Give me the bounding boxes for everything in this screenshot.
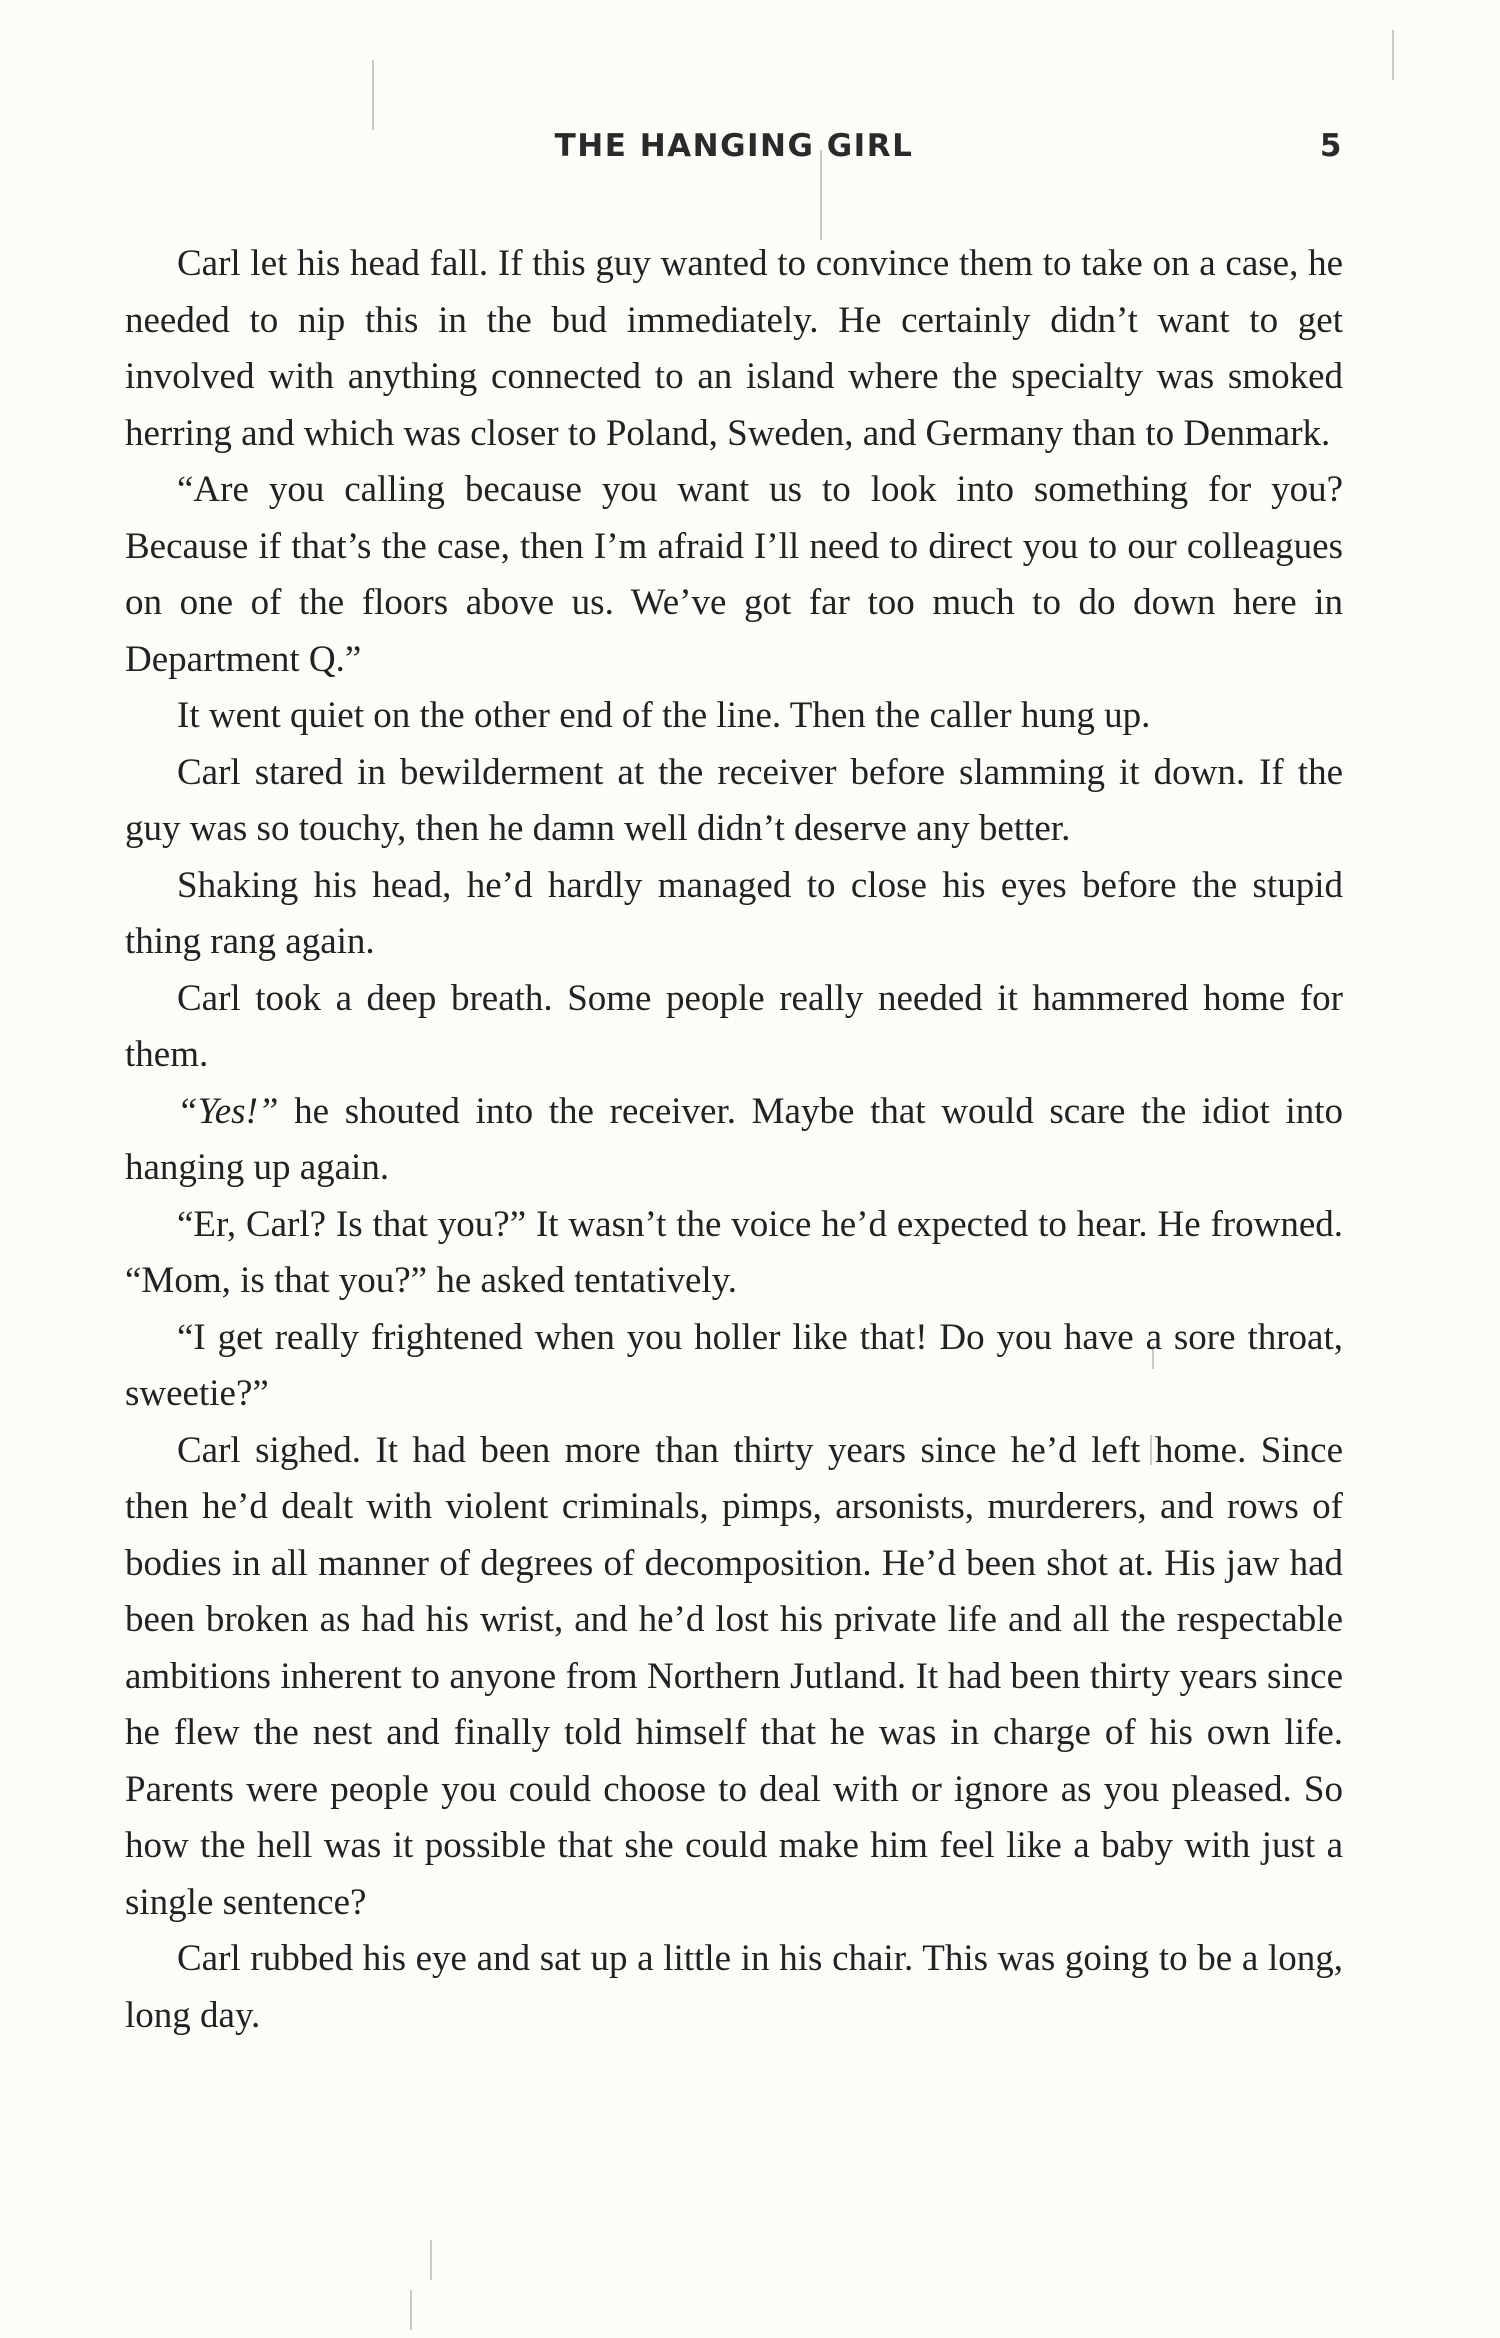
book-title: THE HANGING GIRL <box>554 128 914 164</box>
paragraph: “Er, Carl? Is that you?” It wasn’t the voice he’d expected to hear. He frowned. “Mom, is that you?” he asked tentatively. <box>125 1203 1343 1301</box>
italic-exclamation: “Yes!” <box>177 1090 279 1132</box>
paragraph: Carl sighed. It had been more than thirty years since he’d left home. Since then he’d dealt with violent criminals, pimps, arsonists, murderers, and rows of bodies in all manner of degrees of decomposition. He’d been shot at. His jaw had been broken as had his wrist, and he’d lost his private life and all the respectable ambitions inherent to anyone from Northern Jutland. It had been thirty years since he flew the nest and finally told himself that he was in charge of his own life. Parents were people you could choose to deal with or ignore as you pleased. So how the hell was it possible that she could make him feel like a baby with just a single sentence? <box>125 1429 1343 1923</box>
scan-artifact <box>410 2290 412 2330</box>
paragraph: “I get really frightened when you holler like that! Do you have a sore throat, sweetie?” <box>125 1316 1343 1414</box>
scan-artifact <box>372 60 374 130</box>
scan-artifact <box>430 2240 432 2280</box>
paragraph: Shaking his head, he’d hardly managed to close his eyes before the stupid thing rang again. <box>125 864 1343 962</box>
paragraph <box>125 1084 1343 1197</box>
paragraph: Carl stared in bewilderment at the receiver before slamming it down. If the guy was so touchy, then he damn well didn’t deserve any better. <box>125 751 1343 849</box>
paragraph: Carl let his head fall. If this guy wanted to convince them to take on a case, he needed to nip this in the bud immediately. He certainly didn’t want to get involved with anything connected to an island where the specialty was smoked herring and which was closer to Poland, Sweden, and Germany than to Denmark. <box>125 243 1343 454</box>
paragraph: Carl took a deep breath. Some people really needed it hammered home for them. <box>125 977 1343 1075</box>
scan-artifact <box>1392 30 1394 80</box>
paragraph: “Are you calling because you want us to look into something for you? Because if that’s the case, then I’m afraid I’ll need to direct you to our colleagues on one of the floors above us. We’ve got far too much to do down here in Department Q.” <box>125 469 1343 680</box>
page-number: 5 <box>1319 128 1343 164</box>
running-head <box>125 128 1343 176</box>
paragraph: Carl rubbed his eye and sat up a little in his chair. This was going to be a long, long day. <box>125 1938 1343 2036</box>
body-text <box>125 236 1343 2044</box>
paragraph-text: he shouted into the receiver. Maybe that would scare the idiot into hanging up again. <box>125 1090 1344 1188</box>
paragraph: It went quiet on the other end of the line. Then the caller hung up. <box>177 695 1151 736</box>
